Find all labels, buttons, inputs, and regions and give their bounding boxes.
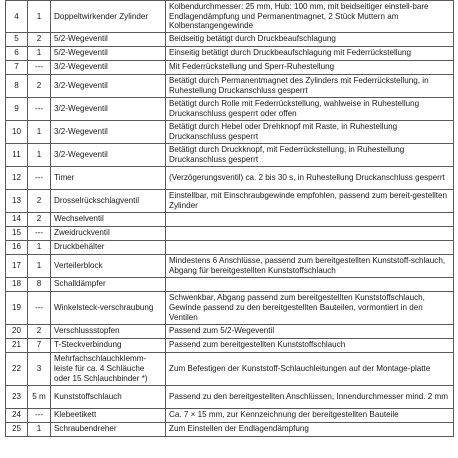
- row-description-cell: Passend zum 5/2-Wegeventil: [166, 324, 454, 338]
- row-quantity-cell: 1: [28, 254, 51, 277]
- row-component-name-cell: Verschlussstopfen: [51, 324, 166, 338]
- row-quantity-cell: ---: [28, 226, 51, 240]
- row-quantity-cell: 2: [28, 74, 51, 97]
- row-description-cell: Ca. 7 × 15 mm, zur Kennzeichnung der bereitgestellten Bauteile: [166, 408, 454, 422]
- row-component-name-cell: 5/2-Wegeventil: [51, 46, 166, 60]
- row-component-name-cell: 3/2-Wegeventil: [51, 143, 166, 166]
- row-description-cell: Einstellbar, mit Einschraubgewinde empfohlen, passend zum bereit-gestellten Zylinder: [166, 189, 454, 212]
- row-description-cell: Mindestens 6 Anschlüsse, passend zum bereitgestellten Kunststoff-schlauch, Abgang für bereitgestellten Kunststoffschlauch: [166, 254, 454, 277]
- row-number-cell: 25: [6, 422, 28, 436]
- parts-table: [5, 0, 454, 437]
- row-component-name-cell: 5/2-Wegeventil: [51, 32, 166, 46]
- row-number-cell: 4: [6, 1, 28, 33]
- row-component-name-cell: Schalldämpfer: [51, 277, 166, 291]
- row-quantity-cell: 3: [28, 352, 51, 385]
- row-description-cell: [166, 240, 454, 254]
- row-quantity-cell: 1: [28, 1, 51, 33]
- table-row: [6, 120, 454, 143]
- row-number-cell: 21: [6, 338, 28, 352]
- row-number-cell: 20: [6, 324, 28, 338]
- row-description-cell: [166, 212, 454, 226]
- table-row: [6, 1, 454, 33]
- row-description-cell: Mit Federrückstellung und Sperr-Ruhestellung: [166, 60, 454, 74]
- row-component-name-cell: Doppeltwirkender Zylinder: [51, 1, 166, 33]
- table-row: [6, 408, 454, 422]
- table-row: [6, 422, 454, 436]
- row-number-cell: 14: [6, 212, 28, 226]
- row-description-cell: Zum Einstellen der Endlagendämpfung: [166, 422, 454, 436]
- row-number-cell: 13: [6, 189, 28, 212]
- row-quantity-cell: 2: [28, 212, 51, 226]
- row-component-name-cell: Druckbehälter: [51, 240, 166, 254]
- row-quantity-cell: 1: [28, 46, 51, 60]
- table-row: [6, 226, 454, 240]
- row-number-cell: 12: [6, 166, 28, 189]
- table-row: [6, 32, 454, 46]
- row-number-cell: 22: [6, 352, 28, 385]
- row-quantity-cell: 1: [28, 422, 51, 436]
- table-row: [6, 240, 454, 254]
- row-number-cell: 9: [6, 97, 28, 120]
- row-quantity-cell: 1: [28, 120, 51, 143]
- table-row: [6, 97, 454, 120]
- row-component-name-cell: Timer: [51, 166, 166, 189]
- row-description-cell: Kolbendurchmesser: 25 mm, Hub: 100 mm, mit beidseitiger einstell-bare Endlagendämpfung und Permanentmagnet, 2 Stück Muttern am Kolbenstangengewinde: [166, 1, 454, 33]
- table-row: [6, 277, 454, 291]
- table-row: [6, 385, 454, 408]
- row-number-cell: 11: [6, 143, 28, 166]
- row-component-name-cell: 3/2-Wegeventil: [51, 74, 166, 97]
- table-row: [6, 189, 454, 212]
- row-component-name-cell: Kunststoffschlauch: [51, 385, 166, 408]
- row-component-name-cell: Klebeetikett: [51, 408, 166, 422]
- row-description-cell: Betätigt durch Hebel oder Drehknopf mit Raste, in Ruhestellung Druckanschluss gesperrt: [166, 120, 454, 143]
- row-description-cell: Beidseitig betätigt durch Druckbeaufschlagung: [166, 32, 454, 46]
- table-row: [6, 212, 454, 226]
- row-component-name-cell: 3/2-Wegeventil: [51, 97, 166, 120]
- row-quantity-cell: 2: [28, 189, 51, 212]
- parts-table-body: [6, 1, 454, 437]
- row-number-cell: 17: [6, 254, 28, 277]
- row-number-cell: 7: [6, 60, 28, 74]
- table-row: [6, 324, 454, 338]
- row-number-cell: 6: [6, 46, 28, 60]
- table-row: [6, 291, 454, 324]
- row-component-name-cell: Wechselventil: [51, 212, 166, 226]
- row-component-name-cell: Winkelsteck-verschraubung: [51, 291, 166, 324]
- row-number-cell: 24: [6, 408, 28, 422]
- row-description-cell: [166, 226, 454, 240]
- row-component-name-cell: 3/2-Wegeventil: [51, 120, 166, 143]
- row-quantity-cell: 5 m: [28, 385, 51, 408]
- row-description-cell: Betätigt durch Rolle mit Federrückstellung, wahlweise in Ruhestellung Druckanschluss gesperrt oder offen: [166, 97, 454, 120]
- row-number-cell: 23: [6, 385, 28, 408]
- row-quantity-cell: 2: [28, 324, 51, 338]
- row-component-name-cell: Drosselrückschlagventil: [51, 189, 166, 212]
- row-quantity-cell: ---: [28, 408, 51, 422]
- row-quantity-cell: ---: [28, 166, 51, 189]
- row-number-cell: 15: [6, 226, 28, 240]
- row-description-cell: [166, 277, 454, 291]
- row-number-cell: 10: [6, 120, 28, 143]
- row-component-name-cell: Verteilerblock: [51, 254, 166, 277]
- row-component-name-cell: T-Steckverbindung: [51, 338, 166, 352]
- row-number-cell: 18: [6, 277, 28, 291]
- row-description-cell: Einseitig betätigt durch Druckbeaufschlagung mit Federrückstellung: [166, 46, 454, 60]
- row-description-cell: Betätigt durch Permanentmagnet des Zylinders mit Federrückstellung, in Ruhestellung Druckanschluss gesperrt: [166, 74, 454, 97]
- row-number-cell: 5: [6, 32, 28, 46]
- row-number-cell: 8: [6, 74, 28, 97]
- row-description-cell: Passend zu den bereitgestellten Anschlüssen, Innendurchmesser mind. 2 mm: [166, 385, 454, 408]
- table-row: [6, 60, 454, 74]
- row-description-cell: (Verzögerungsventil) ca. 2 bis 30 s, in Ruhestellung Druckanschluss gesperrt: [166, 166, 454, 189]
- row-number-cell: 16: [6, 240, 28, 254]
- row-description-cell: Betätigt durch Druckknopf, mit Federrückstellung, in Ruhestellung Druckanschluss gesperrt: [166, 143, 454, 166]
- row-quantity-cell: ---: [28, 291, 51, 324]
- table-row: [6, 254, 454, 277]
- row-component-name-cell: Mehrfachschlauchklemm-leiste für ca. 4 Schläuche oder 15 Schlauchbinder *): [51, 352, 166, 385]
- row-component-name-cell: 3/2-Wegeventil: [51, 60, 166, 74]
- row-description-cell: Zum Befestigen der Kunststoff-Schlauchleitungen auf der Montage-platte: [166, 352, 454, 385]
- table-row: [6, 46, 454, 60]
- row-quantity-cell: 1: [28, 143, 51, 166]
- row-description-cell: Passend zum bereitgestellten Kunststoffschlauch: [166, 338, 454, 352]
- table-row: [6, 74, 454, 97]
- row-description-cell: Schwenkbar, Abgang passend zum bereitgestellten Kunststoffschlauch, Gewinde passend zu den bereitgestellten Bauteilen, vormontiert in den Ventilen: [166, 291, 454, 324]
- row-quantity-cell: 2: [28, 32, 51, 46]
- row-component-name-cell: Zweidruckventil: [51, 226, 166, 240]
- table-row: [6, 352, 454, 385]
- row-number-cell: 19: [6, 291, 28, 324]
- table-row: [6, 166, 454, 189]
- row-quantity-cell: 7: [28, 338, 51, 352]
- row-quantity-cell: ---: [28, 60, 51, 74]
- row-quantity-cell: 1: [28, 240, 51, 254]
- row-quantity-cell: 8: [28, 277, 51, 291]
- row-component-name-cell: Schraubendreher: [51, 422, 166, 436]
- row-quantity-cell: ---: [28, 97, 51, 120]
- table-row: [6, 143, 454, 166]
- table-row: [6, 338, 454, 352]
